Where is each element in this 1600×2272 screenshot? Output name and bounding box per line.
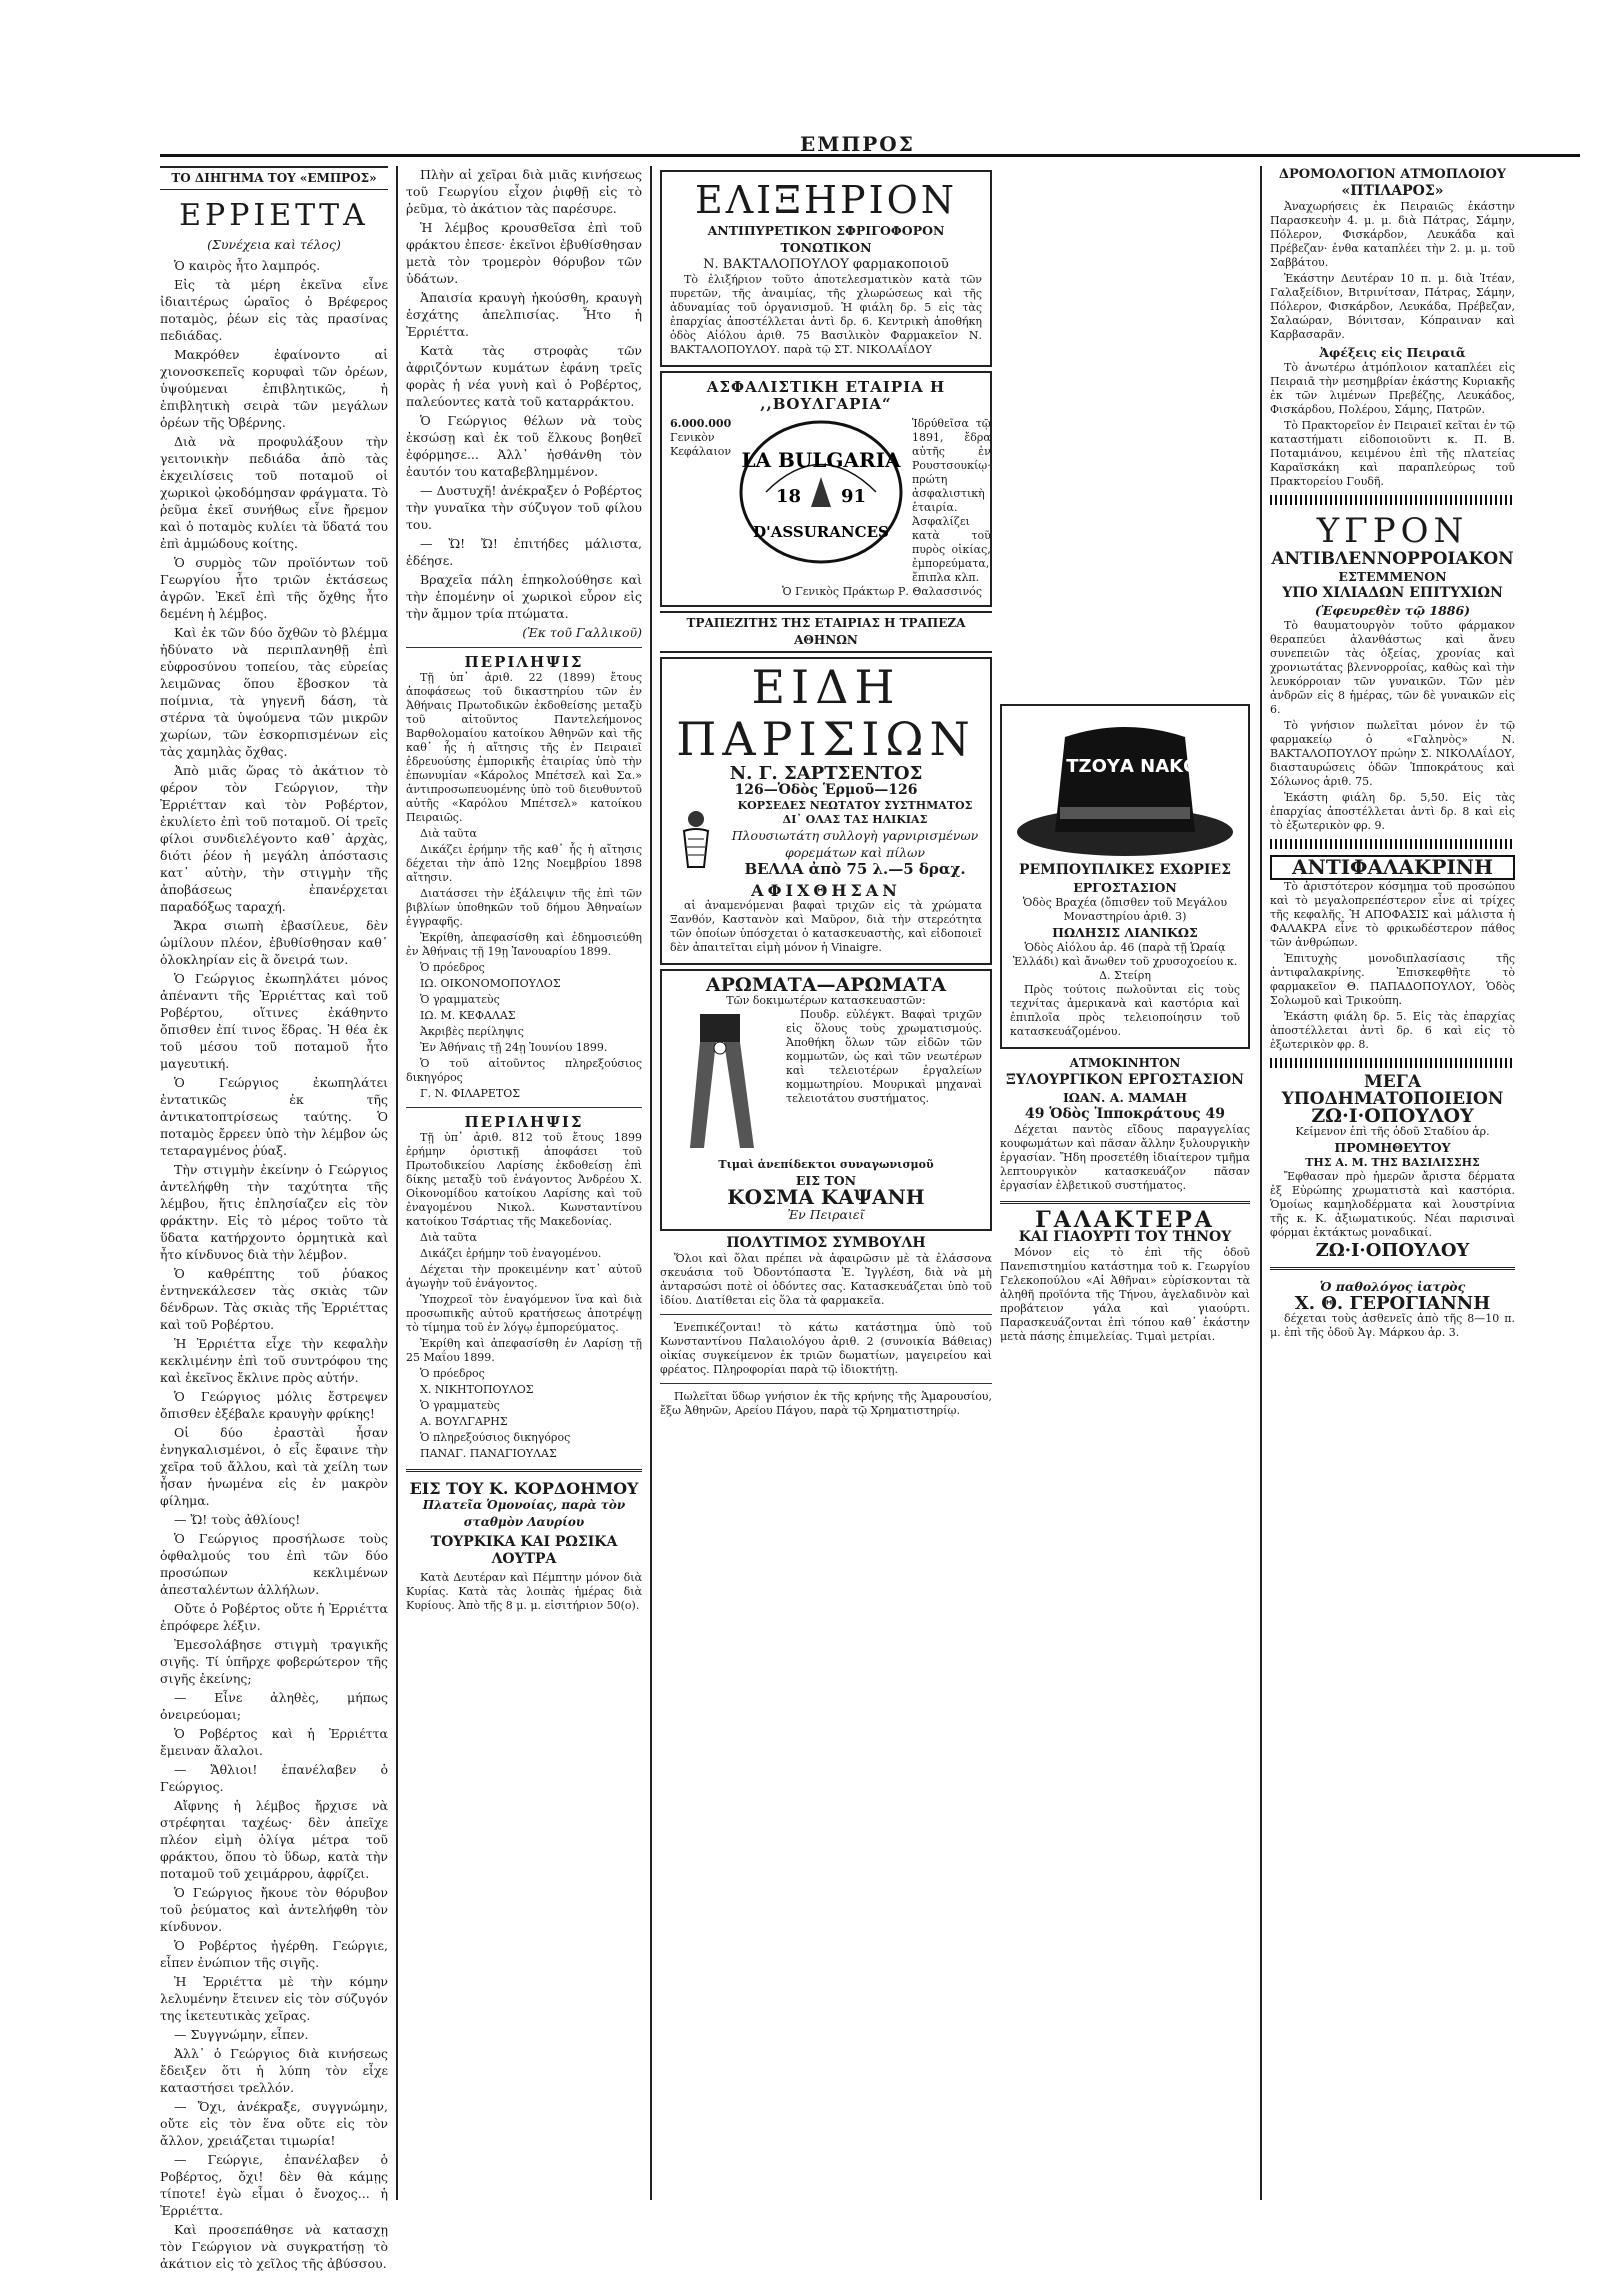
steamer-name: «ΠΤΙΛΑΡΟΣ» bbox=[1341, 183, 1444, 199]
elixir-text: Τὸ ἐλιξήριον τοῦτο ἀποτελεσματικὸν κατὰ τῶν πυρετῶν, τῆς ἀναιμίας, τῆς χλωρώσεως καὶ τῆς ἀδυναμίας τοῦ ὀργανισμοῦ. Ἡ φιάλη δρ. 5 εἰς τὰς ἐπαρχίας ἀποστέλλεται ἀντὶ δρ. 6. Κεντρικὴ ἀποθήκη ὁδὸς Αἰόλου ἀριθ. 75 Βασιλικὸν Φαρμακεῖον Ν. ΒΑΚΤΑΛΟΠΟΥΛΟΥ. παρὰ τῷ ΣΤ. ΝΙΚΟΛΑΐΔΟΥ bbox=[670, 273, 982, 356]
insurance-capital-block bbox=[670, 417, 730, 585]
bank-line: ΤΡΑΠΕΖΙΤΗΣ ΤΗΣ ΕΤΑΙΡΙΑΣ Η ΤΡΑΠΕΖΑ ΑΘΗΝΩΝ bbox=[660, 611, 992, 653]
column-ads-b bbox=[1000, 700, 1250, 2200]
column-notices bbox=[406, 166, 642, 2200]
advice-text: Ὅλοι καὶ ὅλαι πρέπει νὰ ἀφαιρῶσιν μὲ τὰ ἐλάσσονα σκευάσια τοῦ Ὀδοντόπαστα Ἐ. Ἰγγλέση, διὰ νὰ μὴ ἀνταρσώσι ποτὲ οἱ ὀδόντες σας. Κατασκευάζεται ὑπὸ τοῦ ἰδίου. Διατίθεται εἰς ὅλα τὰ φαρμακεῖα. bbox=[660, 1252, 992, 1307]
hat-ad bbox=[1000, 704, 1250, 1049]
bulgaria-logo bbox=[736, 417, 906, 567]
perfume-loc: Ἐν Πειραιεῖ bbox=[787, 1207, 865, 1222]
paragraph: Ἀλλ᾿ ὁ Γεώργιος διὰ κινήσεως ἔδειξεν ὅτι ἡ λύπη τὸν εἶχε καταστήσει τρελλόν. bbox=[160, 2046, 388, 2095]
hat-addr2: Ὁδὸς Αἰόλου ἀρ. 46 (παρὰ τῇ Ὡραίᾳ Ἑλλάδι) καὶ ἄνωθεν τοῦ χρυσοχοείου κ. Δ. Στείρη bbox=[1012, 941, 1238, 982]
ointment-year: (Ἐφευρεθὲν τῷ 1886) bbox=[1314, 603, 1471, 618]
ointment-text2: Τὸ γνήσιον πωλεῖται μόνον ἐν τῷ φαρμακείῳ ὁ «Γαληνὸς» Ν. ΒΑΚΤΑΛΟΠΟΥΛΟΥ πρώην Σ. ΝΙΚΟΛΑΐΔΟΥ, διασταυρώσεις ὁδῶν Ἱπποκράτους καὶ Σόλωνος ἀριθ. 75. bbox=[1270, 719, 1515, 788]
ointment-sub: ΑΝΤΙΒΛΕΝΝΟΡΡΟΙΑΚΟΝ bbox=[1271, 549, 1514, 569]
story-body bbox=[160, 257, 388, 2272]
paragraph: Βραχεῖα πάλη ἐπηκολούθησε καὶ τὴν ἑπομένην οἱ χωρικοὶ εὗρον εἰς τὴν ἄμμον τρία πτώματα. bbox=[406, 572, 642, 621]
paragraph: Τῇ ὑπ᾿ ἀριθ. 812 τοῦ ἔτους 1899 ἐρήμην ὁριστικῇ ἀποφάσει τοῦ Πρωτοδικείου Λαρίσης ἐκδοθείσῃ ἐπὶ δίκης μεταξὺ τοῦ ἐνάγοντος Ἀνδρέου Χ. Οἰκονομίδου κατοίκου Λαρίσης καὶ τοῦ ἐναγομένου Νικολ. Κωνσταντίνου κατοίκου Τσάρτιας τῆς Μακεδονίας. bbox=[406, 1131, 642, 1228]
paris-line1: ΚΟΡΣΕΔΕΣ ΝΕΩΤΑΤΟΥ ΣΥΣΤΗΜΑΤΟΣ ΔΙ᾿ ΟΛΑΣ ΤΑΣ ΗΛΙΚΙΑΣ bbox=[737, 799, 973, 826]
paragraph: — Γεώργιε, ἐπανέλαβεν ὁ Ροβέρτος, ὄχι! δὲν θὰ κάμῃς τίποτε! ἐγὼ εἶμαι ὁ ἔνοχος... ἡ Ἐρριέττα. bbox=[160, 2152, 388, 2218]
paragraph: Δικάζει ἐρήμην τοῦ ἐναγομένου. bbox=[420, 1247, 602, 1260]
column-rule bbox=[396, 166, 398, 2200]
steamer-text1: Ἀναχωρήσεις ἐκ Πειραιῶς ἑκάστην Παρασκευὴν 4. μ. μ. διὰ Πάτρας, Σάμην, Πόλερον, Φισκάρδον, Λευκάδα καὶ Πρέβεζαν· ἐνθα καταπλέει τὴν 2. μ. μ. τοῦ Σαββάτου. bbox=[1270, 200, 1515, 269]
milk-title: ΓΑΛΑΚΤΕΡΑ bbox=[1035, 1207, 1215, 1233]
paragraph: Ὁ καιρὸς ἦτο λαμπρός. bbox=[174, 258, 321, 273]
steamer-text3: Τὸ ἀνωτέρω ἀτμόπλοιον καταπλέει εἰς Πειραιᾶ τὴν μεσημβρίαν ἑκάστης Κυριακῆς ἐκ τῶν λιμένων Πρεβέζης, Λευκάδος, Φισκάρδου, Πολέρου, Σάμης, Πατρῶν. bbox=[1270, 361, 1515, 416]
hair-clipper-icon bbox=[670, 1008, 780, 1158]
divider bbox=[1270, 1267, 1515, 1270]
paragraph: — Ὄχι, ἀνέκραξε, συγγνώμην, οὔτε εἰς τὸν ἕνα οὔτε εἰς τὸν ἄλλον, χρειάζεται τιμωρία! bbox=[160, 2099, 388, 2148]
perfume-title: ΑΡΩΜΑΤΑ—ΑΡΩΜΑΤΑ bbox=[705, 974, 947, 996]
paris-address: 126—Ὁδὸς Ἑρμοῦ—126 bbox=[734, 782, 918, 798]
paragraph: Διατάσσει τὴν ἐξάλειψιν τῆς ἐπὶ τῶν βιβλίων ὑποθηκῶν τοῦ δήμου Ἀθηναίων ἐγγραφῆς. bbox=[406, 887, 642, 928]
paragraph: Ὁ Γεώργιος μόλις ἔστρεψεν ὄπισθεν ἐξέβαλε κραυγὴν φρίκης! bbox=[160, 1389, 388, 1421]
paragraph: Τὴν στιγμὴν ἐκείνην ὁ Γεώργιος ἀντελήφθη τὴν ταχύτητα τῆς λέμβου, ἥτις ἐπλησίαζεν εἰς τὸν φράκτην. Εἰς τὸ μέρος τοῦτο τὰ ὕδατα κατήρχοντο ὁρμητικὰ καὶ ἦτο κίνδυνος διὰ τὴν λέμβον. bbox=[160, 1162, 388, 1262]
column-ads-c bbox=[1270, 166, 1515, 2200]
advice-sale: Πωλεῖται ὕδωρ γνήσιον ἐκ τῆς κρήνης τῆς Ἁμαρουσίου, ἔξω Ἀθηνῶν, Αρείου Πάγου, παρὰ τῷ Χρηματιστηρίῳ. bbox=[660, 1390, 992, 1417]
doctor-name: Χ. Θ. ΓΕΡΟΓΙΑΝΝΗ bbox=[1294, 1293, 1491, 1314]
steamer-text4: Τὸ Πρακτορεῖον ἐν Πειραιεῖ κεῖται ἐν τῷ καταστήματι εἰδοποιοῦντι κ. Π. Β. Ποταμιάνου, κειμένου ἐπὶ τῆς πλατείας Καραϊσκάκη καὶ παραπλεύρως τοῦ Πρακτορείου Γουδῆ. bbox=[1270, 419, 1515, 488]
paragraph: Καὶ ἐκ τῶν δύο ὄχθῶν τὸ βλέμμα ἠδύνατο νὰ περιπλανηθῇ ἐπὶ εὐφροσύνου τοπείου, τὰς εὐρείας λειμῶνας ὅπου ἔβοσκον τὰ ποίμνια, τὰ γηγενῆ δάση, τὰ στέρνα τὰ ὑψούμενα τῶν μικρῶν χωρίων, τῶν ἐσκορπισμένων εἰς τὰς χαμηλὰς ὄχθας. bbox=[160, 625, 388, 759]
paragraph: Διὰ ταῦτα bbox=[420, 1231, 477, 1244]
excerpt-title: ΠΕΡΙΛΗΨΙΣ bbox=[464, 653, 584, 671]
paragraph: Ἀπαισία κραυγὴ ἠκούσθη, κραυγὴ ἐσχάτης ἀπελπισίας. Ἦτο ἡ Ἐρριέττα. bbox=[406, 290, 642, 339]
insurance-capital: 6.000.000 bbox=[670, 417, 732, 430]
divider bbox=[406, 1107, 642, 1108]
elixir-maker: Ν. ΒΑΚΤΑΛΟΠΟΥΛΟΥ φαρμακοποιοῦ bbox=[703, 257, 949, 272]
paragraph: Τῇ ὑπ᾿ ἀριθ. 22 (1899) ἔτους ἀποφάσεως τοῦ δικαστηρίου τῶν ἐν Ἀθήναις Πρωτοδικῶν ἐκδοθείσης μεταξὺ τοῦ αἰτοῦντος Παντελεήμονος Βαρθολομαίου κατοίκου Ἀθηνῶν καὶ τῆς καθ᾿ ἧς ἡ αἴτησις τῆς ἐν Πειραιεῖ ἐδρευούσης ἐμπορικῆς ἑταιρίας ὑπὸ τὴν ἐπωνυμίαν «Κάρολος Μπέτσελ καὶ Σα.» ἀντιπροσωπευομένης ὑπὸ τοῦ διευθυντοῦ αὐτῆς «Καρόλου Μπέτσελ» κατοίκου Πειραιῶς. bbox=[406, 671, 642, 824]
column-story bbox=[160, 166, 388, 2271]
paris-ad bbox=[660, 657, 992, 965]
paragraph: Ἐκρίθη, ἀπεφασίσθη καὶ ἐδημοσιεύθη ἐν Ἀθήναις τῇ 19ῃ Ἰανουαρίου 1899. bbox=[406, 931, 642, 958]
insurance-ad bbox=[660, 371, 992, 607]
paragraph: Ἐν Ἀθήναις τῇ 24ῃ Ἰουνίου 1899. bbox=[420, 1041, 608, 1054]
ornamental-rule bbox=[1270, 839, 1515, 849]
steam-label: ΑΤΜΟΚΙΝΗΤΟΝ bbox=[1069, 1056, 1181, 1070]
baths-ad-sub: Πλατεῖα Ὁμονοίας, παρὰ τὸν σταθμὸν Λαυρίου bbox=[422, 1498, 626, 1529]
hair-title: ΑΝΤΙΦΑΛΑΚΡΙΝΗ bbox=[1270, 855, 1515, 880]
ornamental-rule bbox=[1270, 495, 1515, 505]
paragraph: Αἴφνης ἡ λέμβος ἤρχισε νὰ στρέφηται ταχέως· δὲν ἀπεῖχε πλέον εἰμὴ ὀλίγα μέτρα τοῦ φράκτου, ὅπου τὸ ὕδωρ, κατὰ τὴν ποταμοῦ τοῦ χειμάρρου, ἀφρίζει. bbox=[160, 1798, 388, 1881]
doctor-role: Ὁ παθολόγος ἰατρὸς bbox=[1319, 1279, 1466, 1294]
ornamental-rule bbox=[1270, 1058, 1515, 1068]
shoes-text: Ἔφθασαν πρὸ ἡμερῶν ἄριστα δέρματα ἐξ Εὐρώπης χρωματιστὰ καὶ καστόρια. Ὁμοίως καμηλοδέρματα καὶ λουστρίνια τῆς κ. Κ. ἀξιωματικούς. Νέαι παρισιναὶ φόρμαι ἐκτάκτως μοναδικαί. bbox=[1270, 1170, 1515, 1239]
paragraph: Ὁ καθρέπτης τοῦ ῥύακος ἐντηνεκάλεσεν τὰς σκιὰς τῶν δένδρων. Τὰς σκιὰς τῆς Ἐρριέττας καὶ τοῦ Ροβέρτου. bbox=[160, 1266, 388, 1332]
hair-text: Τὸ ἀριστότερον κόσμημα τοῦ προσώπου καὶ τὸ μεγαλοπρεπέστερον εἶνε αἱ τρίχες τῆς κεφαλῆς. Ἡ ΑΠΟΦΑΣΙΣ καὶ μάλιστα ἡ ΦΑΛΑΚΡΑ εἶνε τὸ φρικωδέστερον πάθος τῶν ἀνθρώπων. bbox=[1270, 880, 1515, 949]
insurance-text: Ἱδρύθεῖσα τῷ 1891, ἔδρα αὐτῆς ἐν Ρουστσουκίῳ· πρώτη ἀσφαλιστικὴ ἑταιρία. Ἀσφαλίζει κατὰ τοῦ πυρὸς οἰκίας, ἐμπορεύματα, ἔπιπλα κλπ. bbox=[912, 417, 991, 584]
shoes-name-repeat: ΖΩ·Ι·ΟΠΟΥΛΟΥ bbox=[1315, 1240, 1470, 1261]
section-title: ΤΟ ΔΙΗΓΗΜΑ ΤΟΥ «ΕΜΠΡΟΣ» bbox=[160, 166, 388, 190]
baths-ad-title: ΕΙΣ ΤΟΥ Κ. ΚΟΡΔΟΗΜΟΥ bbox=[409, 1479, 639, 1498]
corset-figure-icon bbox=[670, 809, 722, 869]
ointment-success: ΥΠΟ ΧΙΛΙΑΔΩΝ ΕΠΙΤΥΧΙΩΝ bbox=[1282, 585, 1503, 601]
advice-title: ΠΟΛΥΤΙΜΟΣ ΣΥΜΒΟΥΛΗ bbox=[726, 1235, 926, 1251]
paragraph: Διὰ νὰ προφυλάξουν τὴν γειτονικὴν πεδιάδα ἀπὸ τὰς ἐκχειλίσεις τοῦ ποταμοῦ οἱ χωρικοὶ ᾠκοδόμησαν φράγματα. Τὸ ῥεῦμα ἐκεῖ συνήθως εἶνε ἤρεμον καὶ ὁ ποταμὸς κυλίει τὰ ὕδατά του ἐπὶ ἀμμώδους κοίτης. bbox=[160, 434, 388, 551]
paragraph: Ἐκρίθη καὶ ἀπεφασίσθη ἐν Λαρίσῃ τῇ 25 Μαΐου 1899. bbox=[406, 1337, 642, 1364]
perfume-ad bbox=[660, 969, 992, 1231]
paragraph: Διὰ ταῦτα bbox=[420, 827, 477, 840]
insurance-capital-label: Γενικὸν Κεφάλαιον bbox=[670, 431, 732, 458]
paragraph: Ὁ συρμὸς τῶν προϊόντων τοῦ Γεωργίου ἦτο τριῶν ἐκτάσεως ἀγρῶν. Ἐκεῖ ἐπὶ τῆς ὄχθης ἦτο δεμένη ἡ λέμβος. bbox=[160, 555, 388, 621]
paragraph: Δέχεται τὴν προκειμένην κατ᾿ αὐτοῦ ἀγωγὴν τοῦ ἐνάγοντος. bbox=[406, 1263, 642, 1290]
insurance-title: ΑΣΦΑΛΙΣΤΙΚΗ ΕΤΑΙΡΙΑ Η ,,ΒΟΥΛΓΑΡΙΑ“ bbox=[706, 378, 946, 413]
paris-arrived-text: αἱ ἀναμενόμεναι βαφαὶ τριχῶν εἰς τὰ χρώματα Ξανθόν, Καστανὸν καὶ Μαῦρον, διὰ τὴν στερεότητα τῶν ὁποίων ὑπόσχεται ὁ κατασκευαστὴς, καὶ εἰδοποιεῖ δὲν ἀπαιτεῖται εἰμὴ μόνον ἡ Vinaigre. bbox=[670, 899, 982, 954]
steamer-text2: Ἑκάστην Δευτέραν 10 π. μ. διὰ Ἰτέαν, Γαλαξείδιον, Βιτρινίτσαν, Πάτρας, Σάμην, Πόλερον, Φισκάρδον, Λευκάδα, Πρέβεζαν, Σαλαώραν, Βόνιτσαν, Κόπραιναν καὶ Καρβασαρᾶν. bbox=[1270, 272, 1515, 341]
milk-sub: ΚΑΙ ΓΙΑΟΥΡΤΙ ΤΟΥ ΤΗΝΟΥ bbox=[1018, 1229, 1232, 1245]
story-ending bbox=[406, 166, 642, 622]
paragraph: — Ὤ! τοὺς ἀθλίους! bbox=[174, 1512, 301, 1527]
paragraph: Δικάζει ἐρήμην τῆς καθ᾿ ἧς ἡ αἴτησις δέχεται τὴν ἀπὸ 12ης Νοεμβρίου 1898 αἴτησιν. bbox=[406, 843, 642, 884]
paris-arrived: ΑΦΙΧΘΗΣΑΝ bbox=[751, 881, 901, 900]
paragraph: Ἀπὸ μιᾶς ὥρας τὸ ἀκάτιον τὸ φέρον τὸν Γεώργιον, τὴν Ἐρριέτταν καὶ τὸν Ροβέρτον, ἐκυλίετο ἐπὶ τοῦ ποταμοῦ. Οἱ τρεῖς φίλοι συνδιελέγοντο καθ᾿ ἀρχὰς, διότι ῥέον ἡ μεγάλη ἀπόστασις κατ᾿ αὐτὴν, τὴν στιγμὴν τῆς ἀποβάσεως ἐπανέρχεται παραδόξως ταραχή. bbox=[160, 763, 388, 914]
paris-title: ΕΙΔΗ ΠΑΡΙΣΙΩΝ bbox=[676, 660, 976, 766]
baths-ad-headline: ΤΟΥΡΚΙΚΑ ΚΑΙ ΡΩΣΙΚΑ ΛΟΥΤΡΑ bbox=[430, 1534, 618, 1567]
paragraph: Ὁ Ροβέρτος ἠγέρθη. Γεώργιε, εἶπεν ἐνώπιον τῆς σιγῆς. bbox=[160, 1938, 388, 1970]
excerpt-title: ΠΕΡΙΛΗΨΙΣ bbox=[464, 1113, 584, 1131]
divider bbox=[406, 647, 642, 648]
paragraph: Γ. Ν. ΦΙΛΑΡΕΤΟΣ bbox=[420, 1087, 521, 1100]
steam-text: Δέχεται παντὸς εἴδους παραγγελίας κουφωμάτων καὶ πᾶσαν ἄλλην ξυλουργικὴν ἐργασίαν. Ἤδη προσετέθη ἰδιαίτερον τμῆμα λεπτουργικὸν κατασκευάζον πᾶσαν ἐργασίαν ἐλβετικοῦ συστήματος. bbox=[1000, 1123, 1250, 1192]
ointment-price: Ἑκάστη φιάλη δρ. 5,50. Εἰς τὰς ἐπαρχίας ἀποστέλλεται ἀντὶ δρ. 8 καὶ εἰς τὸ ἐξωτερικὸν φρ. 9. bbox=[1270, 791, 1515, 832]
perfume-text: Πουδρ. εὐλέγκτ. Βαφαὶ τριχῶν εἰς ὅλους τοὺς χρωματισμούς. Ἀποθήκη ὅλων τῶν εἰδῶν τῶν κομμωτῶν, ὡς καὶ τῶν νεωτέρων καὶ τελειοτέρων ἐργαλείων κομμωτηρίου. Μουρικαὶ μηχαναὶ τελειοτάτου συστήματος. bbox=[786, 1008, 982, 1105]
masthead: ΕΜΠΡΟΣ bbox=[800, 132, 915, 156]
divider bbox=[660, 1314, 992, 1315]
milk-text: Μόνον εἰς τὸ ἐπὶ τῆς ὁδοῦ Πανεπιστημίου κατάστημα τοῦ κ. Γεωργίου Γελεκοπούλου «Αἱ Ἀθῆναι» εὑρίσκονται τὰ ἀληθῆ προϊόντα τῆς Τήνου, ἀγελαδινὸν καὶ προβάτειον γάλα καὶ γιαούρτι. Παρασκευάζονται ἐπὶ τόπου καθ᾿ ἑκάστην μετὰ πάσης ἐπιμελείας. Τιμαὶ μετρίαι. bbox=[1000, 1246, 1250, 1343]
paragraph: Εἰς τὰ μέρη ἐκεῖνα εἶνε ἰδιαιτέρως ὡραῖος ὁ Βρέφερος ποταμὸς, ῥέων εἰς τὰς πρασίνας πεδιάδας. bbox=[160, 277, 388, 343]
paragraph: Ὁ Γεώργιος ἤκουε τὸν θόρυβον τοῦ ῥεύματος καὶ ἀντελήφθη τὸν κίνδυνον. bbox=[160, 1885, 388, 1934]
ointment-title: ΥΓΡΟΝ bbox=[1316, 511, 1469, 551]
elixir-subtitle: ΑΝΤΙΠΥΡΕΤΙΚΟΝ ΣΦΡΙΓΟΦΟΡΟΝ ΤΟΝΩΤΙΚΟΝ bbox=[707, 223, 945, 255]
paragraph: Ἀκριβὲς περίληψις bbox=[420, 1025, 524, 1038]
hat-retail: ΠΩΛΗΣΙΣ ΛΙΑΝΙΚΩΣ bbox=[1052, 925, 1198, 940]
paragraph: Ὁ γραμματεὺς bbox=[420, 1399, 500, 1412]
column-ads-a bbox=[660, 166, 992, 2200]
paragraph: Ὁ γραμματεὺς bbox=[420, 993, 500, 1006]
elixir-title: ΕΛΙΞΗΡΙΟΝ bbox=[694, 178, 958, 222]
logo-year-b: 91 bbox=[841, 486, 867, 507]
story-signature: (Ἐκ τοῦ Γαλλικοῦ) bbox=[522, 625, 642, 640]
logo-year-a: 18 bbox=[776, 486, 802, 507]
baths-ad-text: Κατὰ Δευτέραν καὶ Πέμπτην μόνον διὰ Κυρίας. Κατὰ τὰς λοιπὰς ἡμέρας διὰ Κυρίους. Ἀπὸ τῆς 8 μ. μ. εἰσιτήριον 50(ο). bbox=[406, 1571, 642, 1612]
perfume-sub: Τῶν δοκιμωτέρων κατασκευαστῶν: bbox=[726, 994, 926, 1007]
paragraph: Α. ΒΟΥΛΓΑΡΗΣ bbox=[420, 1415, 508, 1428]
column-rule bbox=[650, 166, 652, 2200]
paragraph: — Δυστυχῆ! ἀνέκραξεν ὁ Ροβέρτος τὴν γυναῖκα τὴν σύζυγον τοῦ φίλου του. bbox=[406, 483, 642, 532]
hair-text2: Ἐπιτυχὴς μονοδιπλασίασις τῆς ἀντιφαλακρίνης. Ἐπισκεφθῆτε τὸ φαρμακεῖον Θ. ΠΑΠΑΔΟΠΟΥΛΟΥ, Ὁδὸς Σολωμοῦ καὶ Τρικούπη. bbox=[1270, 952, 1515, 1007]
paragraph: Οὔτε ὁ Ροβέρτος οὔτε ἡ Ἐρριέττα ἐπρόφερε λέξιν. bbox=[160, 1601, 388, 1633]
steam-owner: ΙΩΑΝ. Α. ΜΑΜΑΗ bbox=[1062, 1090, 1188, 1105]
paragraph: — Συγγνώμην, εἶπεν. bbox=[174, 2027, 309, 2042]
paragraph: — Ὤ! Ὤ! ἐπιτήδες μάλιστα, ἐδέησε. bbox=[406, 536, 642, 568]
shoes-supplier: ΠΡΟΜΗΘΕΥΤΟΥ bbox=[1334, 1140, 1451, 1155]
paragraph: Ἡ Ἐρριέττα εἶχε τὴν κεφαλὴν κεκλιμένην ἐπὶ τοῦ συντρόφου της καὶ ἐκεῖνος ἔκλινε πρὸς αὐτήν. bbox=[160, 1336, 388, 1385]
paragraph: Οἱ δύο ἐραστὰὶ ἦσαν ἐνηγκαλισμένοι, ὁ εἷς ἔφαινε τὴν χεῖρα τοῦ ἄλλου, καὶ τὰ χείλη των ἦσαν ἡνωμένα εἰς ἐν μακρὸν φίλημα. bbox=[160, 1425, 388, 1508]
perfume-shop: ΚΟΣΜΑ ΚΑΨΑΝΗ bbox=[727, 1185, 925, 1209]
paragraph: Χ. ΝΙΚΗΤΟΠΟΥΛΟΣ bbox=[420, 1383, 534, 1396]
paris-owner: Ν. Γ. ΣΑΡΤΣΕΝΤΟΣ bbox=[729, 763, 923, 784]
paragraph: — Ἄθλιοι! ἐπανέλαβεν ὁ Γεώργιος. bbox=[160, 1762, 388, 1794]
paragraph: Ὁ Γεώργιος ἐκωπηλάτει μόνος ἀπέναντι τῆς Ἐρριέττας καὶ τοῦ Ροβέρτου, οἵτινες ἐκάθηντο ὄπισθεν ἐπί τινος ἕδρας. Ἡ θέα ἐκ τοῦ μέσου τοῦ ποταμοῦ ἦτο μαγευτική. bbox=[160, 971, 388, 1071]
steam-title: ΞΥΛΟΥΡΓΙΚΟΝ ΕΡΓΟΣΤΑΣΙΟΝ bbox=[1006, 1072, 1244, 1088]
shoes-addr: Κείμενον ἐπὶ τῆς ὁδοῦ Σταδίου ἀρ. bbox=[1295, 1125, 1490, 1138]
paragraph: Ὁ Γεώργιος προσήλωσε τοὺς ὀφθαλμούς του ἐπὶ τῶν δύο προσώπων κεκλιμένων ἀπεσταλέντων ἀλλήλων. bbox=[160, 1531, 388, 1597]
hat-addr1: Ὁδὸς Βραχέα (ὄπισθεν τοῦ Μεγάλου Μοναστηρίου ἀριθ. 3) bbox=[1022, 896, 1228, 923]
paris-price: ΒΕΛΛΑ ἀπὸ 75 λ.—5 δραχ. bbox=[744, 860, 966, 878]
perfume-price: Τιμαὶ ἀνεπίδεκτοι συναγωνισμοῦ bbox=[718, 1158, 934, 1171]
paragraph: Ἄκρα σιωπὴ ἐβασίλευε, δὲν ὡμίλουν πλέον, ἐβυθίσθησαν καθ᾿ ὁλοκληρίαν εἰς ἃ ὄνειρά των. bbox=[160, 918, 388, 967]
paragraph: Ἡ λέμβος κρουσθεῖσα ἐπὶ τοῦ φράκτου ἐπεσε· ἐκεῖνοι ἐβυθίσθησαν μετὰ τὸν τρομερὸν θόρυβον τῶν ὑδάτων. bbox=[406, 220, 642, 286]
legal-excerpt bbox=[406, 1131, 642, 1461]
hat-title: ΡΕΜΠΟΥΠΛΙΚΕΣ ΕΧΩΡΙΕΣ bbox=[1019, 862, 1231, 878]
paragraph: Καὶ προσεπάθησε νὰ κατασχῃ τὸν Γεώργιον νὰ συγκρατήσῃ τὸ ἀκάτιον εἰς τὸ χεῖλος τῆς ἀβύσσου. bbox=[160, 2222, 388, 2271]
hair-price: Ἑκάστη φιάλη δρ. 5. Εἰς τὰς ἐπαρχίας ἀποστέλλεται ἀντὶ δρ. 6 καὶ εἰς τὸ ἐξωτερικὸν φρ. 8. bbox=[1270, 1010, 1515, 1051]
logo-bottom-text: D'ASSURANCES bbox=[753, 523, 889, 541]
steamer-title: ΔΡΟΜΟΛΟΓΙΟΝ ΑΤΜΟΠΛΟΙΟΥ bbox=[1278, 167, 1507, 182]
paragraph: Ὁ Γεώργιος θέλων νὰ τοὺς ἐκσώσῃ καὶ ἐκ τοῦ ἕλκους βοηθεῖ ἐφόρμησε... Ἀλλ᾿ ἠσθάνθη τὸν ἑαυτόν του καταβεβλημμένον. bbox=[406, 413, 642, 479]
paragraph: Ἡ Ἐρριέττα μὲ τὴν κόμην λελυμένην ἔτεινεν εἰς τὸν σύζυγόν της ἱκετευτικὰς χεῖρας. bbox=[160, 1974, 388, 2023]
paragraph: Ὁ πληρεξούσιος δικηγόρος bbox=[420, 1431, 571, 1444]
advice-text2: Ἐνεπικέζονται! τὸ κάτω κατάστημα ὑπὸ τοῦ Κωνσταντίνου Παλαιολόγου ἀριθ. 2 (συνοικία Βάθειας) οἰκίας συγκείμενον ἐκ τριῶν δωματίων, μαγειρείου καὶ φρέατος. Πληροφορίαι παρὰ τῷ ἰδιοκτήτῃ. bbox=[660, 1321, 992, 1376]
story-continuation: (Συνέχεια καὶ τέλος) bbox=[207, 237, 341, 252]
hat-text: Πρὸς τούτοις πωλοῦνται εἰς τοὺς τεχνίτας ἀμερικανὰ καὶ καστόρια καὶ ἐπιπλοῖα πρὸς τελειοποίησιν τοῦ κατασκευάζομένου. bbox=[1010, 983, 1240, 1038]
paragraph: — Εἶνε ἀληθὲς, μήπως ὀνειρεύομαι; bbox=[160, 1690, 388, 1722]
legal-excerpt bbox=[406, 671, 642, 1101]
paragraph: Πλὴν αἱ χεῖραι διὰ μιᾶς κινήσεως τοῦ Γεωργίου εἶχον ῥιφθῇ εἰς τὸ ῥεῦμα, τὸ ἀκάτιον τὰς παρέσυρε. bbox=[406, 167, 642, 216]
shoes-royal: ΤΗΣ Α. Μ. ΤΗΣ ΒΑΣΙΛΙΣΣΗΣ bbox=[1305, 1156, 1480, 1169]
ointment-text: Τὸ θαυματουργὸν τοῦτο φάρμακον θεραπεύει ἀλανθάστως καὶ ἄνευ συνεπειῶν τὰς ὀξείας, χρονίας καὶ χρονιωτάτας βλεννορροίας, καθὼς καὶ τὴν λευκόρροιαν τῶν γυναικῶν. Τῶν μὲν ἀνδρῶν εἰς 8 ἡμέρας, τῶν δὲ γυναικῶν εἰς 6. bbox=[1270, 619, 1515, 716]
column-rule bbox=[1260, 166, 1262, 2200]
paragraph: Ὑποχρεοῖ τὸν ἐναγόμενον ἵνα καὶ διὰ προσωπικῆς αὐτοῦ κρατήσεως ἀποτρέψῃ τὸ τίμημα τοῦ ἐν λόγῳ ἐμπορεύματος. bbox=[406, 1293, 642, 1334]
newspaper-page bbox=[160, 132, 1580, 2271]
paragraph: Ἐμεσολάβησε στιγμὴ τραγικῆς σιγῆς. Τί ὑπῆρχε φοβερώτερον τῆς σιγῆς ἐκείνης; bbox=[160, 1637, 388, 1686]
divider bbox=[660, 1383, 992, 1384]
paragraph: ΙΩ. Μ. ΚΕΦΑΛΑΣ bbox=[420, 1009, 516, 1022]
paragraph: ΙΩ. ΟΙΚΟΝΟΜΟΠΟΥΛΟΣ bbox=[420, 977, 561, 990]
paragraph: Ὁ Γεώργιος ἐκωπηλάτει ἐντατικῶς ἐκ τῆς ἀντικατοπτρίσεως ταύτης. Ὁ ποταμὸς ἔρρεεν ὑπὸ τὴν λέμβον ὡς τεταραγμένος ῥύαξ. bbox=[160, 1075, 388, 1158]
hat-workshop: ΕΡΓΟΣΤΑΣΙΟΝ bbox=[1073, 880, 1177, 895]
story-title: ΕΡΡΙΕΤΤΑ bbox=[179, 198, 369, 233]
doctor-text: δέχεται τοὺς ἀσθενεῖς ἀπὸ τῆς 8—10 π. μ. ἐπὶ τῆς ὁδοῦ Ἀγ. Μάρκου ἀρ. 3. bbox=[1270, 1312, 1515, 1339]
logo-top-text: LA BULGARIA bbox=[741, 448, 901, 472]
paragraph: Ὁ πρόεδρος bbox=[420, 961, 485, 974]
divider bbox=[406, 1469, 642, 1472]
paragraph: ΠΑΝΑΓ. ΠΑΝΑΓΙΟΥΛΑΣ bbox=[420, 1447, 557, 1460]
hat-icon bbox=[1010, 712, 1240, 862]
shoes-name: ΖΩ·Ι·ΟΠΟΥΛΟΥ bbox=[1311, 1105, 1474, 1127]
elixir-ad bbox=[660, 170, 992, 367]
paragraph: Κατὰ τὰς στροφὰς τῶν ἀφριζόντων κυμάτων ἐφάνη τρεῖς φορὰς ἡ νέα γυνὴ καὶ ὁ Ροβέρτος, παλεύοντες κατὰ τοῦ καταρράκτου. bbox=[406, 343, 642, 409]
paragraph: Μακρόθεν ἐφαίνοντο αἱ χιονοσκεπεῖς κορυφαὶ τῶν ὀρέων, ὑψούμεναι ἐπιβλητικῶς, ἡ ἐπιβλητικὴ σειρὰ τῶν μεγάλων ὀρέων τῆς Ὀβέρνης. bbox=[160, 347, 388, 430]
insurance-agent: Ὁ Γενικὸς Πράκτωρ Ρ. Θαλασσινός bbox=[782, 585, 982, 598]
paris-line2: Πλουσιωτάτη συλλογὴ γαρνιρισμένων φορεμάτων καὶ πίλων bbox=[731, 828, 979, 860]
paragraph: Ὁ Ροβέρτος καὶ ἡ Ἐρριέττα ἔμειναν ἄλαλοι. bbox=[160, 1726, 388, 1758]
divider bbox=[1000, 1201, 1250, 1204]
paragraph: Ὁ τοῦ αἰτοῦντος πληρεξούσιος δικηγόρος bbox=[406, 1057, 642, 1084]
shoes-title: ΜΕΓΑ ΥΠΟΔΗΜΑΤΟΠΟΙΕΙΟΝ bbox=[1281, 1072, 1504, 1109]
steam-address: 49 Ὁδὸς Ἱπποκράτους 49 bbox=[1025, 1106, 1225, 1122]
ointment-award: ΕΣΤΕΜΜΕΝΟΝ bbox=[1338, 569, 1447, 584]
hat-brand: Χ. ΤΖΟΥΑ ΝΑΚΟΣ bbox=[1039, 756, 1211, 777]
paragraph: Ὁ πρόεδρος bbox=[420, 1367, 485, 1380]
perfume-shop-label: ΕΙΣ ΤΟΝ bbox=[795, 1173, 857, 1188]
steamer-dep-title: Ἀφέξεις εἰς Πειραιᾶ bbox=[1319, 345, 1466, 360]
